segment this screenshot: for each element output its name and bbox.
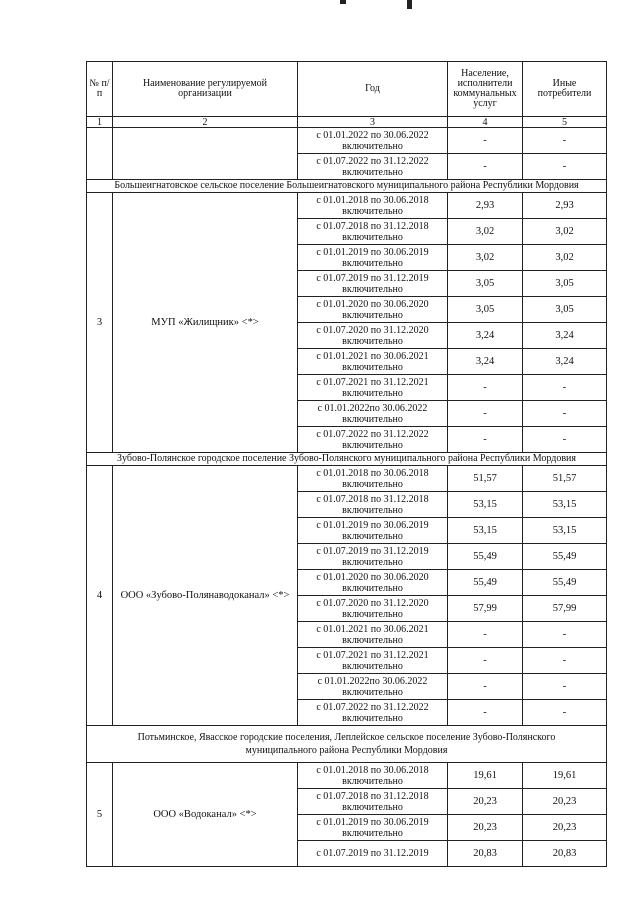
period-cell: с 01.07.2022 по 31.12.2022 включительно (298, 427, 448, 453)
other-tariff: 2,93 (523, 193, 607, 219)
other-tariff: 53,15 (523, 518, 607, 544)
region-title: Зубово-Полянское городское поселение Зубово-Полянского муниципального района Республики Мордовия (87, 453, 607, 466)
period-cell: с 01.07.2018 по 31.12.2018 включительно (298, 492, 448, 518)
population-tariff: 57,99 (448, 596, 523, 622)
period-cell: с 01.07.2022 по 31.12.2022 включительно (298, 700, 448, 726)
other-tariff: - (523, 427, 607, 453)
other-tariff: 20,83 (523, 841, 607, 867)
header-other: Иные потребители (523, 62, 607, 117)
other-tariff: 19,61 (523, 763, 607, 789)
header-org: Наименование регулируемой организации (113, 62, 298, 117)
other-tariff: 3,24 (523, 349, 607, 375)
period-cell: с 01.01.2019 по 30.06.2019 включительно (298, 518, 448, 544)
header-num: № п/п (87, 62, 113, 117)
period-cell: с 01.01.2022 по 30.06.2022 включительно (298, 128, 448, 154)
population-tariff: - (448, 648, 523, 674)
period-cell: с 01.01.2018 по 30.06.2018 включительно (298, 466, 448, 492)
population-tariff: 51,57 (448, 466, 523, 492)
other-tariff: - (523, 622, 607, 648)
tariff-table (86, 61, 607, 867)
other-tariff: 20,23 (523, 789, 607, 815)
population-tariff: - (448, 674, 523, 700)
other-tariff: 55,49 (523, 544, 607, 570)
other-tariff: 3,05 (523, 271, 607, 297)
other-tariff: 3,24 (523, 323, 607, 349)
table-row (87, 763, 607, 789)
scan-artifact (407, 0, 412, 9)
period-cell: с 01.01.2019 по 30.06.2019 включительно (298, 815, 448, 841)
other-tariff: 3,02 (523, 219, 607, 245)
period-cell: с 01.07.2018 по 31.12.2018 включительно (298, 789, 448, 815)
population-tariff: - (448, 375, 523, 401)
population-tariff: - (448, 128, 523, 154)
table-row (87, 128, 607, 154)
population-tariff: - (448, 427, 523, 453)
period-cell: с 01.07.2020 по 31.12.2020 включительно (298, 596, 448, 622)
population-tariff: 55,49 (448, 544, 523, 570)
period-cell: с 01.07.2019 по 31.12.2019 включительно (298, 271, 448, 297)
org-number: 3 (87, 193, 113, 453)
continuation-org-cell (113, 128, 298, 180)
population-tariff: - (448, 622, 523, 648)
org-name: ООО «Водоканал» <*> (113, 763, 298, 867)
period-cell: с 01.07.2020 по 31.12.2020 включительно (298, 323, 448, 349)
population-tariff: 19,61 (448, 763, 523, 789)
other-tariff: 53,15 (523, 492, 607, 518)
column-number: 5 (523, 117, 607, 128)
population-tariff: - (448, 700, 523, 726)
period-cell: с 01.07.2021 по 31.12.2021 включительно (298, 648, 448, 674)
population-tariff: 3,05 (448, 297, 523, 323)
population-tariff: 3,05 (448, 271, 523, 297)
column-number: 2 (113, 117, 298, 128)
region-row (87, 453, 607, 466)
table-row (87, 466, 607, 492)
table-body (87, 128, 607, 867)
period-cell: с 01.01.2018 по 30.06.2018 включительно (298, 763, 448, 789)
other-tariff: - (523, 401, 607, 427)
other-tariff: 3,02 (523, 245, 607, 271)
period-cell: с 01.01.2018 по 30.06.2018 включительно (298, 193, 448, 219)
period-cell: с 01.07.2021 по 31.12.2021 включительно (298, 375, 448, 401)
other-tariff: - (523, 375, 607, 401)
population-tariff: 3,02 (448, 219, 523, 245)
period-cell: с 01.01.2020 по 30.06.2020 включительно (298, 297, 448, 323)
scan-artifact (340, 0, 346, 4)
period-cell: с 01.01.2020 по 30.06.2020 включительно (298, 570, 448, 596)
period-cell: с 01.01.2021 по 30.06.2021 включительно (298, 622, 448, 648)
header-year: Год (298, 62, 448, 117)
other-tariff: 55,49 (523, 570, 607, 596)
population-tariff: 3,24 (448, 323, 523, 349)
table-row (87, 193, 607, 219)
period-cell: с 01.01.2022по 30.06.2022 включительно (298, 674, 448, 700)
region-row (87, 180, 607, 193)
population-tariff: 20,83 (448, 841, 523, 867)
header-row (87, 62, 607, 117)
period-cell: с 01.01.2019 по 30.06.2019 включительно (298, 245, 448, 271)
column-number: 3 (298, 117, 448, 128)
population-tariff: 53,15 (448, 518, 523, 544)
other-tariff: 51,57 (523, 466, 607, 492)
column-number: 4 (448, 117, 523, 128)
org-name: МУП «Жилищник» <*> (113, 193, 298, 453)
org-number: 4 (87, 466, 113, 726)
population-tariff: 3,02 (448, 245, 523, 271)
org-name: ООО «Зубово-Полянаводоканал» <*> (113, 466, 298, 726)
other-tariff: 57,99 (523, 596, 607, 622)
other-tariff: - (523, 648, 607, 674)
period-cell: с 01.07.2022 по 31.12.2022 включительно (298, 154, 448, 180)
population-tariff: 53,15 (448, 492, 523, 518)
org-number: 5 (87, 763, 113, 867)
period-cell: с 01.07.2019 по 31.12.2019 (298, 841, 448, 867)
other-tariff: 20,23 (523, 815, 607, 841)
region-row (87, 726, 607, 763)
population-tariff: 20,23 (448, 789, 523, 815)
other-tariff: - (523, 674, 607, 700)
other-tariff: 3,05 (523, 297, 607, 323)
population-tariff: - (448, 154, 523, 180)
period-cell: с 01.07.2019 по 31.12.2019 включительно (298, 544, 448, 570)
population-tariff: 20,23 (448, 815, 523, 841)
population-tariff: - (448, 401, 523, 427)
other-tariff: - (523, 154, 607, 180)
region-title: Большеигнатовское сельское поселение Большеигнатовского муниципального района Республики Мордовия (87, 180, 607, 193)
region-title: Потьминское, Явасское городские поселения, Леплейское сельское поселение Зубово-Полянского муниципального района Республики Мордовия (87, 726, 607, 763)
period-cell: с 01.01.2022по 30.06.2022 включительно (298, 401, 448, 427)
period-cell: с 01.01.2021 по 30.06.2021 включительно (298, 349, 448, 375)
header-population: Население, исполнители коммунальных услуг (448, 62, 523, 117)
period-cell: с 01.07.2018 по 31.12.2018 включительно (298, 219, 448, 245)
column-number: 1 (87, 117, 113, 128)
population-tariff: 3,24 (448, 349, 523, 375)
other-tariff: - (523, 700, 607, 726)
column-number-row (87, 117, 607, 128)
continuation-num-cell (87, 128, 113, 180)
other-tariff: - (523, 128, 607, 154)
population-tariff: 55,49 (448, 570, 523, 596)
population-tariff: 2,93 (448, 193, 523, 219)
